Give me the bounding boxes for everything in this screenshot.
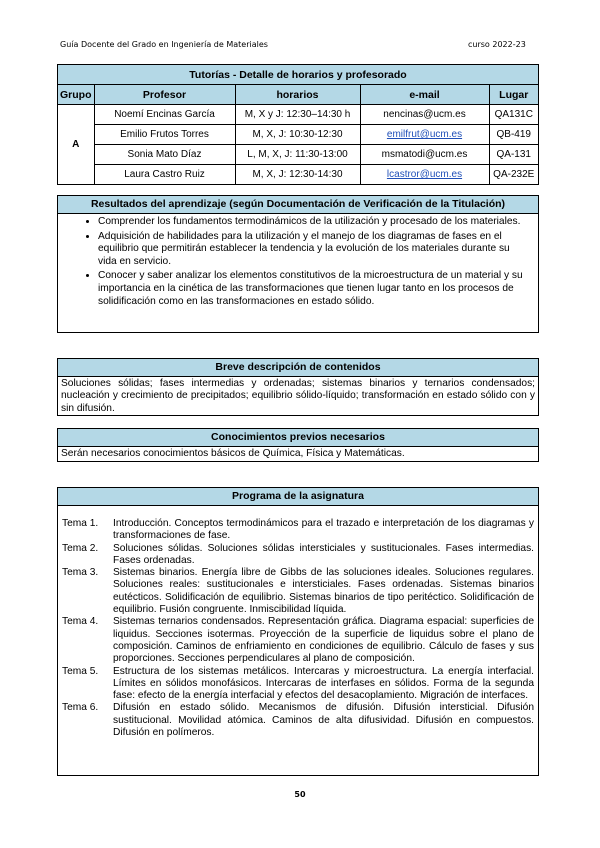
table-row <box>58 165 539 185</box>
profesor-cell: Sonia Mato Díaz <box>94 145 235 165</box>
lugar-cell: QA-131 <box>489 145 539 165</box>
breve-text: Soluciones sólidas; fases intermedias y ordenadas; sistemas binarios y ternarios condensados; nucleación y crecimiento de precipitados; equilibrio sólido-líquido; transformación en estado sólido con y sin difusión. <box>61 378 535 414</box>
previos-title: Conocimientos previos necesarios <box>58 429 538 447</box>
tema-number: Tema 6. <box>62 702 99 714</box>
list-item: • Conocer y saber analizar los elementos constitutivos de la microestructura de un material y su importancia en la cinética de las transformaciones que tienen lugar tanto en los procesos de solidificación como en las transformaciones en estado sólido. <box>98 270 528 308</box>
email-link[interactable]: lcastror@ucm.es <box>386 169 463 180</box>
tema-number: Tema 3. <box>62 567 99 579</box>
group-cell: A <box>58 105 95 185</box>
programa-title: Programa de la asignatura <box>58 488 538 506</box>
profesor-cell: Emilio Frutos Torres <box>94 125 235 145</box>
list-item <box>62 518 534 543</box>
horarios-cell: L, M, X, J: 11:30-13:00 <box>235 145 360 165</box>
email-link[interactable]: emilfrut@ucm.es <box>386 129 463 140</box>
tema-text: Estructura de los sistemas metálicos. Intercaras y microestructura. La energía interfacial. Límites en sólidos monofásicos. Intercaras de interfases en sólidos. Forma de la segunda fase: efecto de la energía interfacial y efectos del desacoplamiento. Migración de interfaces. <box>113 665 534 702</box>
col-profesor: Profesor <box>94 85 235 105</box>
tema-text: Sistemas ternarios condensados. Representación gráfica. Diagrama espacial: superficies de liquidus. Secciones isotermas. Proyección de la superficie de liquidus sobre el plano de composición. Caminos de enfriamiento en condiciones de equilibrio. Cálculo de fases y sus proporciones. Secciones perpendiculares al plano de composición. <box>113 616 534 665</box>
previos-section <box>57 428 539 462</box>
lugar-cell: QA131C <box>489 105 539 125</box>
col-grupo: Grupo <box>58 85 95 105</box>
programa-section <box>57 487 539 776</box>
list-item <box>62 567 534 616</box>
header-right: curso 2022-23 <box>468 40 526 49</box>
page-number: 50 <box>294 790 306 799</box>
tema-text: Sistemas binarios. Energía libre de Gibbs de las soluciones ideales. Soluciones regulares. Soluciones reales: sustitucionales e intersticiales. Fases ordenadas. Sistemas binarios eutécticos. Solidificación de equilibrio. Sistemas binarios de tipo peritéctico. Solidificación de equilibrio. Fusión congruente. Inmiscibilidad líquida. <box>113 567 534 616</box>
header-left: Guía Docente del Grado en Ingeniería de Materiales <box>60 40 268 49</box>
tema-text: Difusión en estado sólido. Mecanismos de difusión. Difusión intersticial. Difusión sustitucional. Movilidad atómica. Caminos de alta difusividad. Difusión en compuestos. Difusión en polímeros. <box>113 702 534 739</box>
list-item <box>62 616 534 665</box>
list-item <box>62 543 534 568</box>
tutorias-table <box>57 64 539 185</box>
tema-number: Tema 4. <box>62 616 99 628</box>
col-horarios: horarios <box>235 85 360 105</box>
tutorias-title: Tutorías - Detalle de horarios y profesorado <box>58 65 539 85</box>
profesor-cell: Noemí Encinas García <box>94 105 235 125</box>
tema-number: Tema 5. <box>62 665 99 677</box>
table-row <box>58 125 539 145</box>
breve-section <box>57 358 539 416</box>
resultados-section <box>57 195 539 333</box>
programa-list <box>58 506 538 739</box>
list-item <box>62 666 534 703</box>
table-row <box>58 145 539 165</box>
email-cell <box>360 165 489 185</box>
col-email: e-mail <box>360 85 489 105</box>
col-lugar: Lugar <box>489 85 539 105</box>
email-cell <box>360 125 489 145</box>
horarios-cell: M, X y J: 12:30–14:30 h <box>235 105 360 125</box>
profesor-cell: Laura Castro Ruiz <box>94 165 235 185</box>
email-cell: nencinas@ucm.es <box>360 105 489 125</box>
list-item: • Comprender los fundamentos termodinámicos de la utilización y procesado de los materiales. <box>98 216 528 229</box>
table-row <box>58 105 539 125</box>
list-item <box>62 702 534 739</box>
resultados-list <box>58 214 538 314</box>
horarios-cell: M, X, J: 10:30-12:30 <box>235 125 360 145</box>
tema-text: Introducción. Conceptos termodinámicos para el trazado e interpretación de los diagramas y transformaciones de fase. <box>113 518 534 542</box>
tema-number: Tema 1. <box>62 518 99 529</box>
tema-number: Tema 2. <box>62 542 99 554</box>
tema-text: Soluciones sólidas. Soluciones sólidas intersticiales y sustitucionales. Fases intermedias. Fases ordenadas. <box>113 542 534 566</box>
lugar-cell: QB-419 <box>489 125 539 145</box>
lugar-cell: QA-232E <box>489 165 539 185</box>
email-cell: msmatodi@ucm.es <box>360 145 489 165</box>
previos-text: Serán necesarios conocimientos básicos de Química, Física y Matemáticas. <box>61 448 405 459</box>
breve-title: Breve descripción de contenidos <box>58 359 538 377</box>
horarios-cell: M, X, J: 12:30-14:30 <box>235 165 360 185</box>
list-item: • Adquisición de habilidades para la utilización y el manejo de los diagramas de fases en el equilibrio que permitirán establecer la tendencia y la evolución de los materiales durante su vida en servicio. <box>98 231 528 269</box>
resultados-title: Resultados del aprendizaje (según Documentación de Verificación de la Titulación) <box>58 196 538 214</box>
